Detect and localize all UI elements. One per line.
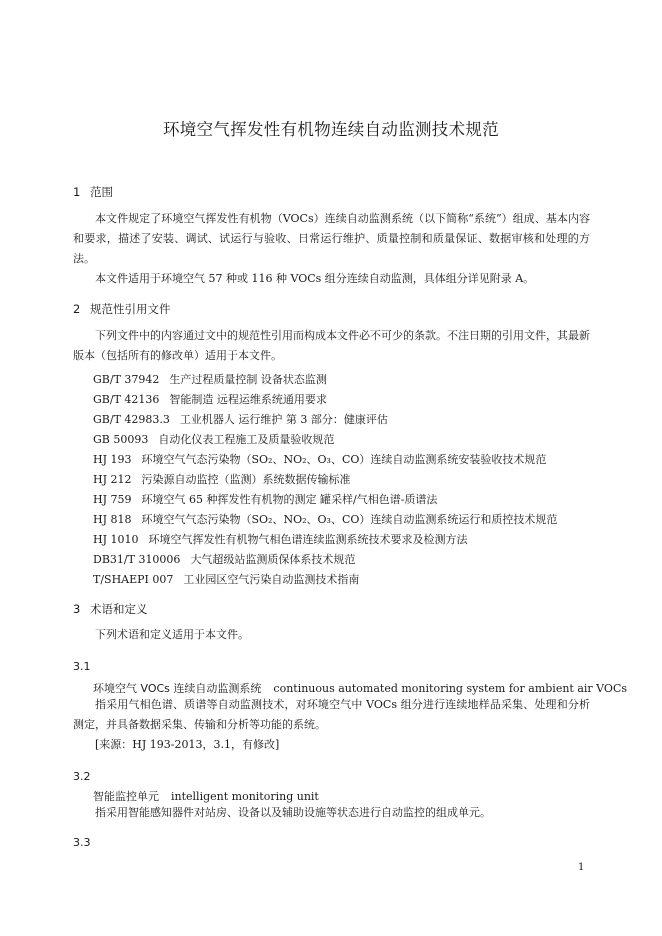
section-number: 1 bbox=[73, 185, 81, 199]
reference-title: 环境空气气态污染物（SO₂、NO₂、O₃、CO）连续自动监测系统运行和质控技术规范 bbox=[141, 513, 558, 526]
term-english: continuous automated monitoring system for ambient air VOCs bbox=[273, 682, 628, 695]
reference-title: 环境空气 65 种挥发性有机物的测定 罐采样/气相色谱-质谱法 bbox=[141, 493, 438, 506]
reference-code: HJ 193 bbox=[93, 453, 132, 466]
reference-title: 工业机器人 运行维护 第 3 部分：健康评估 bbox=[179, 413, 388, 426]
reference-code: GB/T 42136 bbox=[93, 393, 160, 406]
references-intro: 下列文件中的内容通过文中的规范性引用而构成本文件必不可少的条款。不注日期的引用文件，其最新版本（包括所有的修改单）适用于本文件。 bbox=[73, 329, 590, 362]
reference-title: 自动化仪表工程施工及质量验收规范 bbox=[158, 433, 335, 446]
reference-title: 污染源自动监控（监测）系统数据传输标准 bbox=[141, 473, 351, 486]
terms-intro: 下列术语和定义适用于本文件。 bbox=[95, 628, 249, 641]
reference-item bbox=[93, 531, 468, 547]
reference-code: HJ 759 bbox=[93, 493, 132, 506]
scope-paragraph-1: 本文件规定了环境空气挥发性有机物（VOCs）连续自动监测系统（以下简称“系统”）组成、基本内容和要求，描述了安装、调试、试运行与验收、日常运行维护、质量控制和质量保证、数据审核和处理的方法。 bbox=[73, 212, 590, 265]
reference-item bbox=[93, 431, 334, 447]
reference-code: T/SHAEPI 007 bbox=[93, 573, 174, 586]
reference-title: 大气超级站监测质保体系技术规范 bbox=[190, 553, 356, 566]
reference-code: HJ 1010 bbox=[93, 533, 139, 546]
reference-title: 智能制造 远程运维系统通用要求 bbox=[169, 393, 327, 406]
reference-title: 生产过程质量控制 设备状态监测 bbox=[169, 373, 327, 386]
reference-item bbox=[93, 451, 546, 467]
section-title: 规范性引用文件 bbox=[90, 302, 171, 316]
reference-item bbox=[93, 491, 437, 507]
term-english: intelligent monitoring unit bbox=[171, 790, 319, 803]
section-title: 范围 bbox=[90, 185, 113, 199]
reference-code: GB/T 42983.3 bbox=[93, 413, 170, 426]
reference-title: 工业园区空气污染自动监测技术指南 bbox=[183, 573, 360, 586]
page-number: 1 bbox=[578, 862, 585, 873]
clause-number: 3.2 bbox=[73, 770, 91, 783]
reference-item bbox=[93, 571, 359, 587]
section-2-heading bbox=[73, 301, 171, 317]
reference-code: GB/T 37942 bbox=[93, 373, 160, 386]
section-title: 术语和定义 bbox=[90, 602, 148, 616]
reference-title: 环境空气挥发性有机物气相色谱连续监测系统技术要求及检测方法 bbox=[148, 533, 468, 546]
term-heading bbox=[93, 788, 319, 804]
reference-item bbox=[93, 371, 327, 387]
term-heading bbox=[93, 680, 627, 696]
reference-item bbox=[93, 391, 327, 407]
reference-code: DB31/T 310006 bbox=[93, 553, 181, 566]
section-1-heading bbox=[73, 184, 113, 200]
section-number: 3 bbox=[73, 602, 81, 616]
reference-code: HJ 212 bbox=[93, 473, 132, 486]
term-definition: 指采用智能感知器件对站房、设备以及辅助设施等状态进行自动监控的组成单元。 bbox=[95, 806, 491, 819]
clause-number: 3.3 bbox=[73, 836, 91, 849]
term-definition: 指采用气相色谱、质谱等自动监测技术，对环境空气中 VOCs 组分进行连续地样品采集、处理和分析测定，并具备数据采集、传输和分析等功能的系统。 bbox=[73, 698, 590, 731]
reference-item bbox=[93, 411, 388, 427]
term-chinese: 环境空气 VOCs 连续自动监测系统 bbox=[93, 682, 262, 695]
reference-item bbox=[93, 551, 355, 567]
page-title: 环境空气挥发性有机物连续自动监测技术规范 bbox=[163, 120, 499, 139]
reference-item bbox=[93, 471, 351, 487]
reference-code: HJ 818 bbox=[93, 513, 132, 526]
reference-code: GB 50093 bbox=[93, 433, 149, 446]
section-number: 2 bbox=[73, 302, 81, 316]
term-chinese: 智能监控单元 bbox=[93, 790, 159, 803]
clause-number: 3.1 bbox=[73, 660, 91, 673]
section-3-heading bbox=[73, 601, 148, 617]
term-source: [来源：HJ 193-2013，3.1，有修改] bbox=[95, 738, 280, 751]
reference-title: 环境空气气态污染物（SO₂、NO₂、O₃、CO）连续自动监测系统安装验收技术规范 bbox=[141, 453, 547, 466]
scope-paragraph-2: 本文件适用于环境空气 57 种或 116 种 VOCs 组分连续自动监测，具体组分详见附录 A。 bbox=[95, 272, 535, 285]
reference-item bbox=[93, 511, 557, 527]
